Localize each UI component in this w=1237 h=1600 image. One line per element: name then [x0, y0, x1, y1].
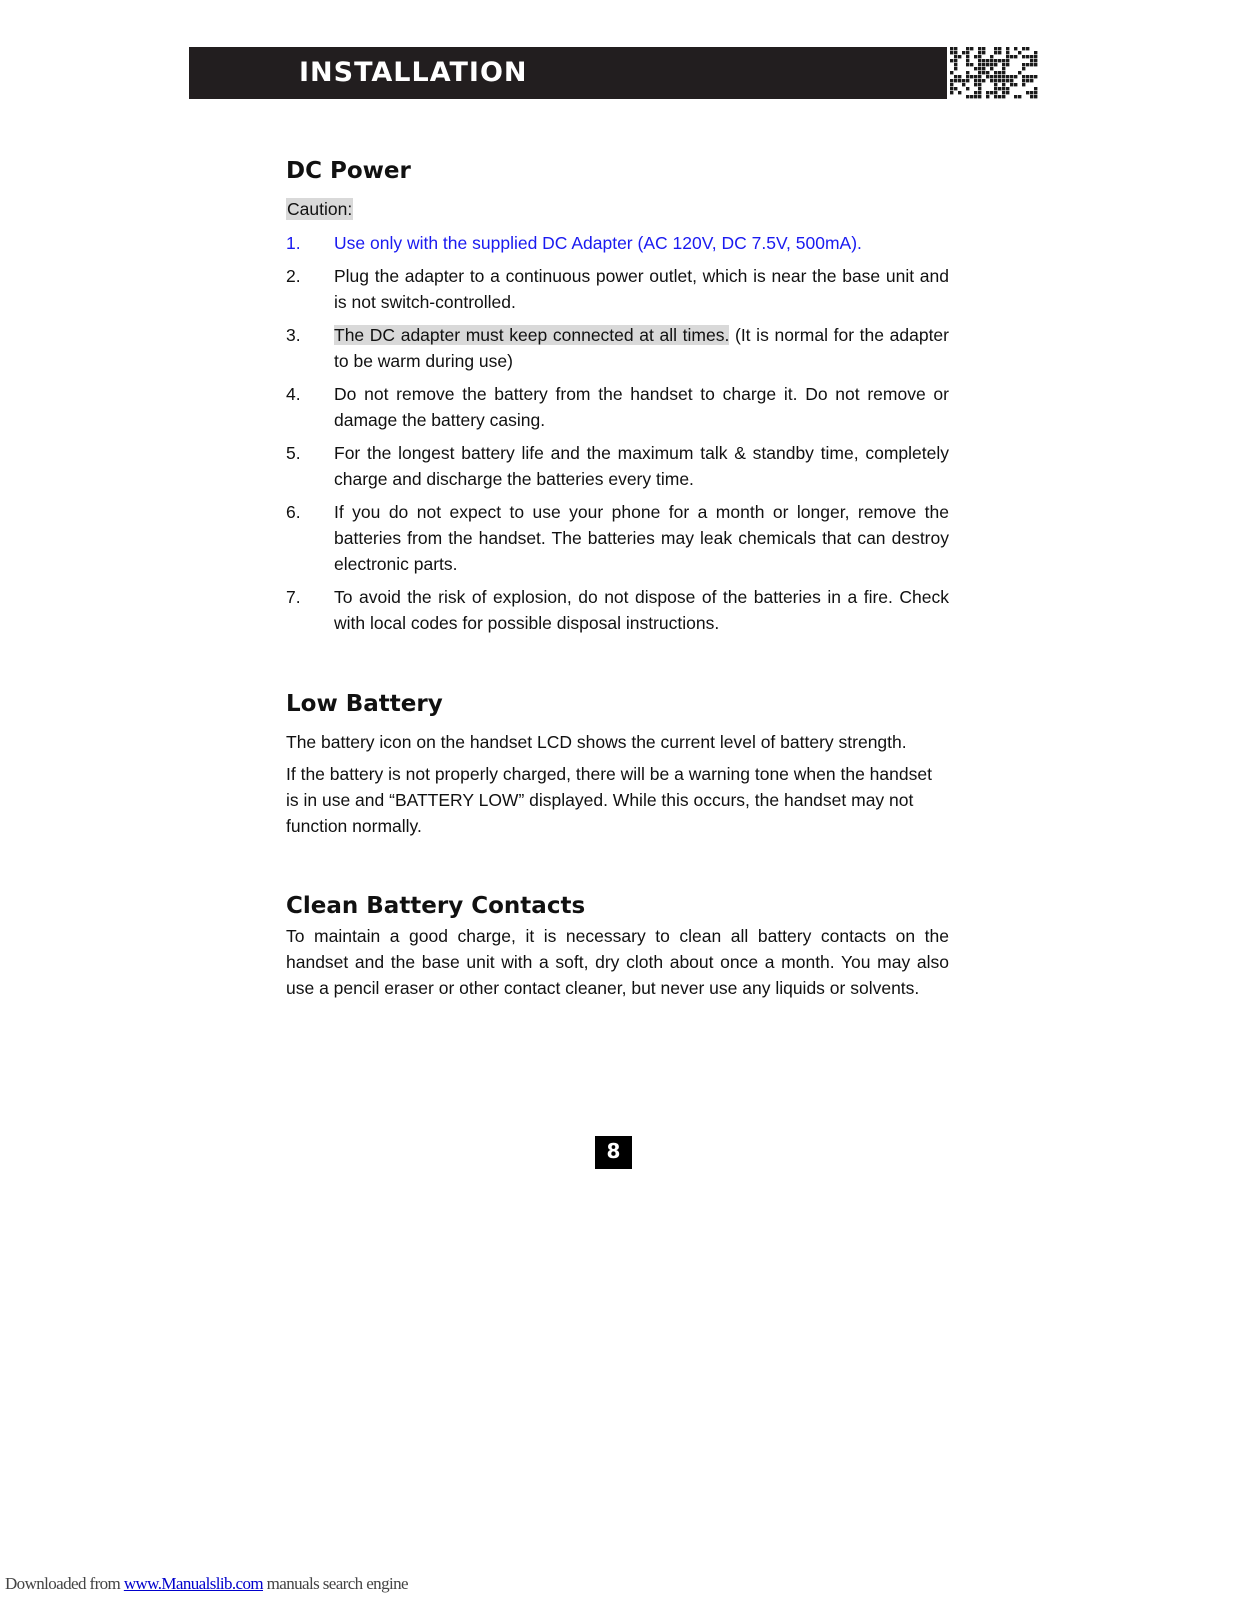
- paragraph: If the battery is not properly charged, there will be a warning tone when the handset is in use and “BATTERY LOW” displayed. While this occurs, the handset may not function normally.: [286, 764, 932, 836]
- page-number: 8: [595, 1136, 632, 1169]
- footer-prefix: Downloaded from: [5, 1574, 124, 1593]
- highlighted-text: The DC adapter must keep connected at all times.: [334, 325, 730, 345]
- list-item-text: (It is normal for the adapter to be warm during use): [334, 325, 949, 371]
- caution-list: [286, 230, 949, 636]
- list-item: [286, 584, 949, 636]
- footer: [5, 1574, 408, 1594]
- low-battery-heading: Low Battery: [286, 691, 443, 717]
- section-title: INSTALLATION: [299, 57, 528, 88]
- list-item: [286, 499, 949, 577]
- list-item: [286, 230, 949, 256]
- paragraph: To maintain a good charge, it is necessary to clean all battery contacts on the handset and the base unit with a soft, dry cloth about once a month. You may also use a pencil eraser or other contact cleaner, but never use any liquids or solvents.: [286, 926, 949, 998]
- dc-power-heading: DC Power: [286, 158, 411, 184]
- halftone-pattern-icon: [950, 47, 1038, 99]
- low-battery-section: [286, 689, 949, 839]
- list-item-text: Plug the adapter to a continuous power outlet, which is near the base unit and is not switch-controlled.: [334, 266, 949, 312]
- list-item-number: 5.: [286, 443, 301, 463]
- list-item-number: 3.: [286, 325, 301, 345]
- list-item: [286, 322, 949, 374]
- list-item-number: 1.: [286, 233, 301, 253]
- clean-contacts-section: [286, 891, 949, 1001]
- list-item: [286, 381, 949, 433]
- footer-suffix: manuals search engine: [263, 1574, 408, 1593]
- list-item-text: To avoid the risk of explosion, do not dispose of the batteries in a fire. Check with local codes for possible disposal instructions.: [334, 587, 949, 633]
- list-item: [286, 263, 949, 315]
- paragraph: The battery icon on the handset LCD shows the current level of battery strength.: [286, 732, 907, 752]
- list-item-number: 7.: [286, 587, 301, 607]
- dc-power-section: [286, 156, 949, 643]
- list-item-text: Do not remove the battery from the handset to charge it. Do not remove or damage the battery casing.: [334, 384, 949, 430]
- list-item-number: 4.: [286, 384, 301, 404]
- list-item-text: If you do not expect to use your phone for a month or longer, remove the batteries from the handset. The batteries may leak chemicals that can destroy electronic parts.: [334, 502, 949, 574]
- list-item-number: 6.: [286, 502, 301, 522]
- manualslib-link[interactable]: www.Manualslib.com: [123, 1574, 264, 1593]
- clean-contacts-heading: Clean Battery Contacts: [286, 893, 586, 919]
- caution-label: Caution:: [287, 199, 353, 219]
- list-item-text: Use only with the supplied DC Adapter (AC 120V, DC 7.5V, 500mA).: [334, 233, 862, 253]
- list-item: [286, 440, 949, 492]
- header-bar: [189, 47, 947, 99]
- list-item-text: For the longest battery life and the maximum talk & standby time, completely charge and discharge the batteries every time.: [334, 443, 949, 489]
- list-item-number: 2.: [286, 266, 301, 286]
